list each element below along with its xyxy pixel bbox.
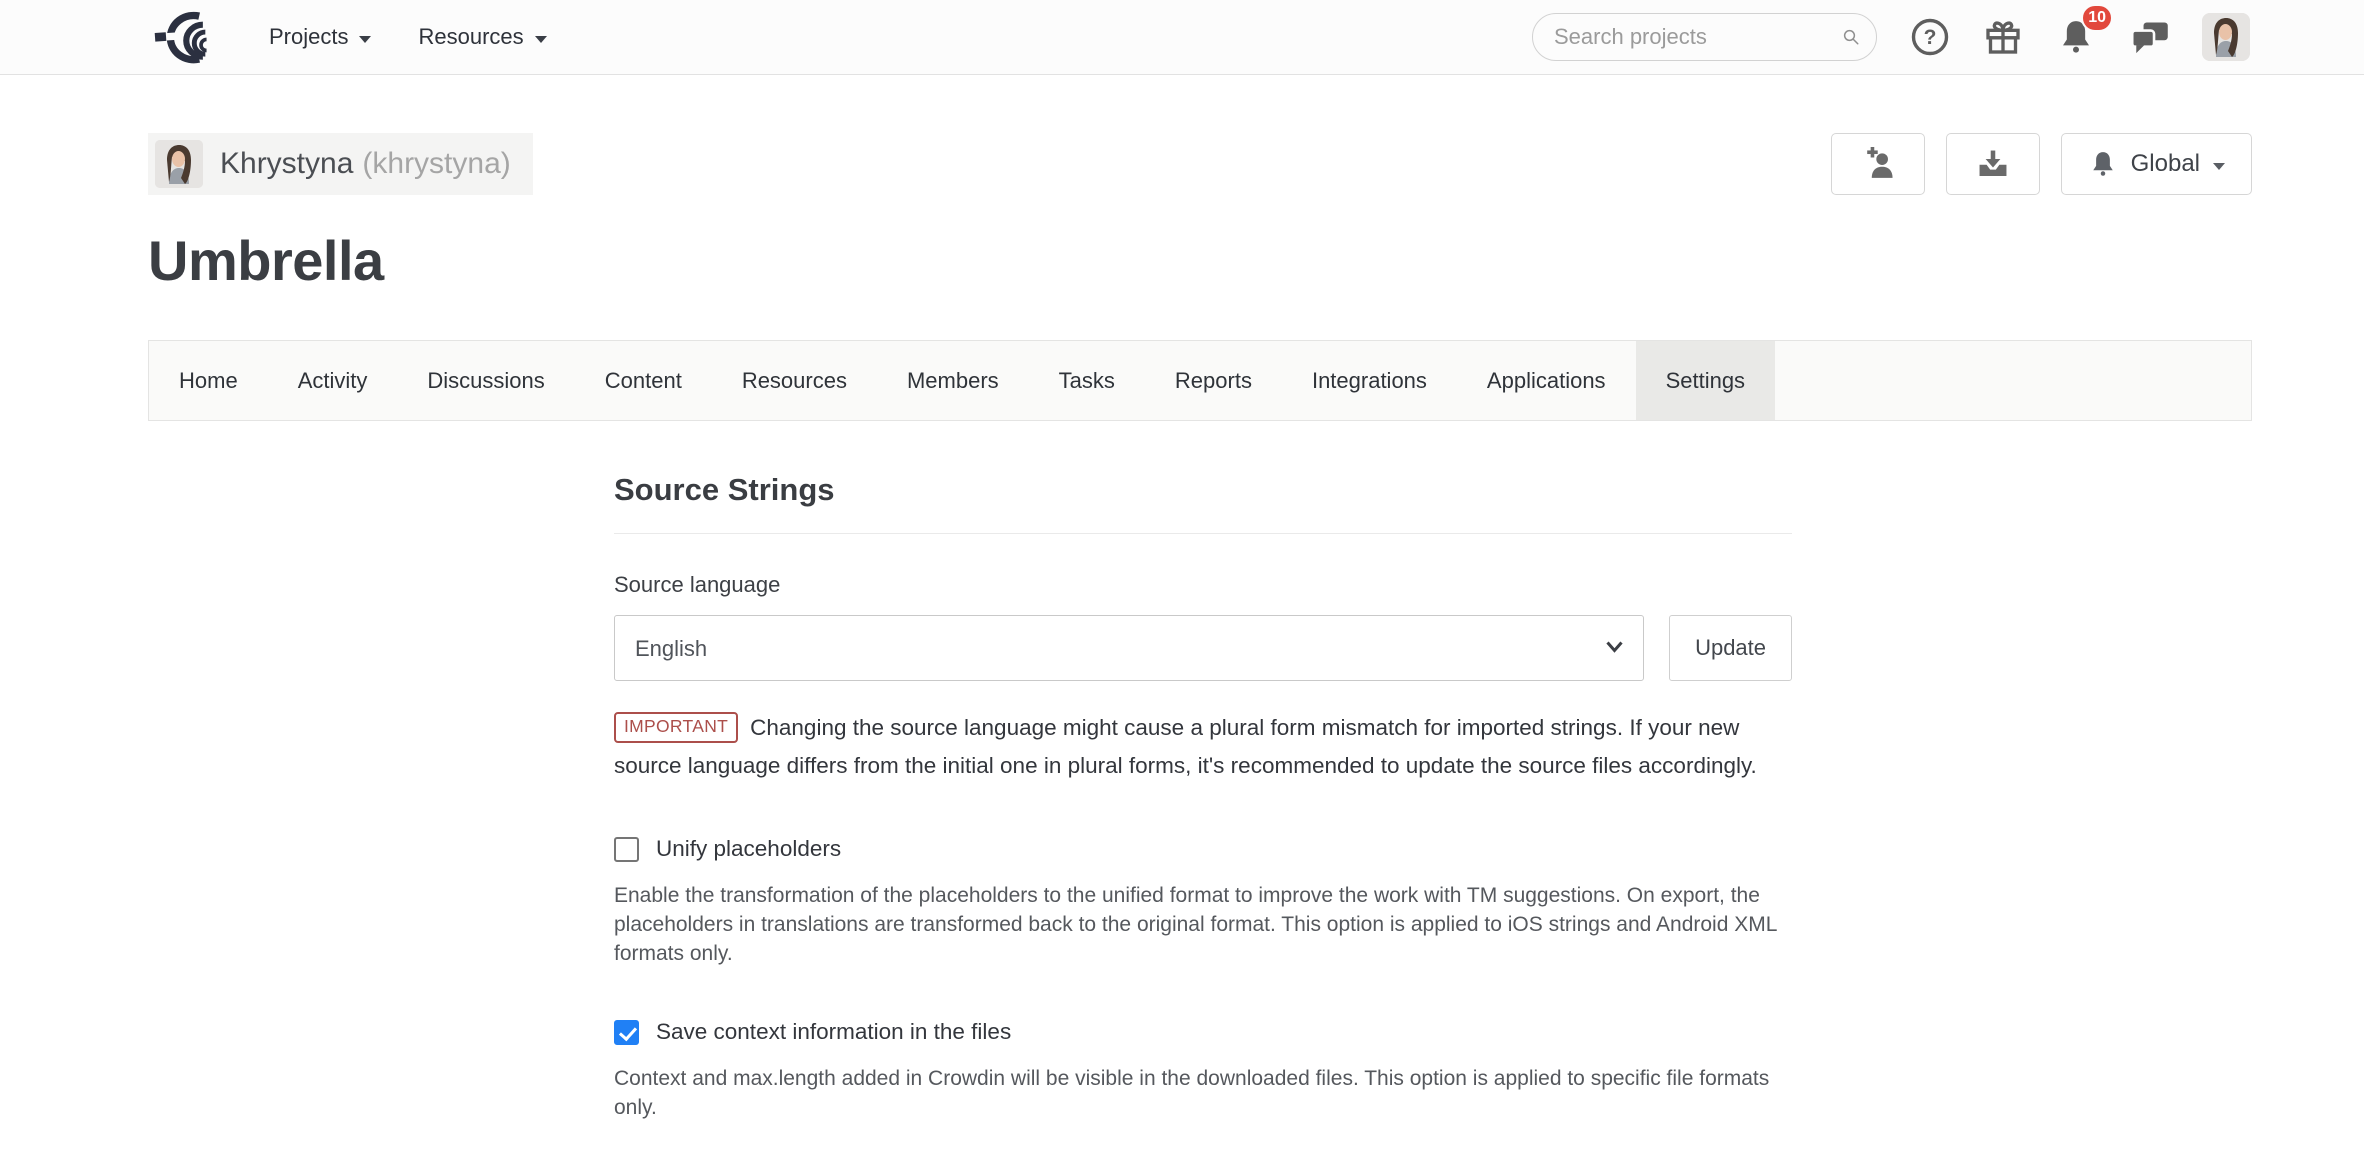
user-avatar-image <box>2202 13 2250 61</box>
owner-avatar <box>155 140 203 188</box>
page-container <box>0 133 2364 1122</box>
svg-text:?: ? <box>1923 26 1937 49</box>
help-icon <box>1910 17 1950 57</box>
unify-placeholders-description: Enable the transformation of the placeholders to the unified format to improve the work with TM suggestions. On export, the placeholders in translations are transformed back to the original format. This option is applied to iOS strings and Android XML formats only. <box>614 884 1777 965</box>
bell-icon <box>2088 149 2118 179</box>
notifications-button[interactable] <box>2056 9 2106 57</box>
global-button-label: Global <box>2130 150 2200 177</box>
page-title: Umbrella <box>148 229 384 292</box>
tab-discussions[interactable]: Discussions <box>427 368 545 393</box>
tab-resources[interactable]: Resources <box>741 368 847 393</box>
chevron-down-icon <box>535 36 547 43</box>
unify-placeholders-row[interactable] <box>614 836 1792 862</box>
save-context-checkbox[interactable] <box>614 1020 639 1045</box>
source-language-label: Source language <box>614 572 781 597</box>
project-actions <box>1831 133 2252 195</box>
update-button[interactable]: Update <box>1669 615 1792 681</box>
tab-members[interactable]: Members <box>906 368 999 393</box>
project-owner-chip[interactable] <box>148 133 533 195</box>
download-icon <box>1975 147 2011 181</box>
download-button[interactable] <box>1946 133 2040 195</box>
important-text: Changing the source language might cause a plural form mismatch for imported strings. If your new source language differs from the initial one in plural forms, it's recommended to update the source files accordingly. <box>614 715 1757 778</box>
unify-placeholders-checkbox[interactable] <box>614 837 639 862</box>
search-icon[interactable] <box>1842 24 1860 50</box>
crowdin-logo[interactable] <box>150 10 214 64</box>
project-search[interactable] <box>1532 13 1877 61</box>
chevron-down-icon <box>2213 163 2225 170</box>
save-context-row[interactable] <box>614 1019 1792 1045</box>
source-language-select[interactable] <box>614 615 1644 681</box>
search-input[interactable] <box>1554 24 1842 50</box>
source-language-row <box>614 615 1792 681</box>
gift-button[interactable] <box>1983 17 2023 57</box>
save-context-description: Context and max.length added in Crowdin will be visible in the downloaded files. This option is applied to specific file formats only. <box>614 1067 1770 1119</box>
option-unify-placeholders <box>614 836 1792 968</box>
add-user-icon <box>1860 147 1896 181</box>
tab-activity[interactable]: Activity <box>297 368 368 393</box>
gift-icon <box>1983 17 2023 57</box>
tab-home[interactable]: Home <box>179 368 238 393</box>
source-language-select-wrap <box>614 615 1644 681</box>
messages-button[interactable] <box>2129 17 2171 57</box>
tab-integrations[interactable]: Integrations <box>1311 368 1427 393</box>
tab-applications[interactable]: Applications <box>1486 368 1606 393</box>
important-note <box>614 709 1792 785</box>
option-save-context <box>614 1019 1792 1122</box>
nav-projects-menu[interactable] <box>269 24 371 50</box>
nav-resources-label: Resources <box>418 24 524 49</box>
settings-content <box>614 472 1792 1122</box>
notification-count-badge: 10 <box>2081 4 2113 32</box>
save-context-label: Save context information in the files <box>656 1019 1012 1044</box>
global-notifications-button[interactable] <box>2061 133 2252 195</box>
nav-resources-menu[interactable] <box>418 24 546 50</box>
top-navbar <box>0 0 2364 75</box>
chat-icon <box>2129 17 2171 57</box>
invite-people-button[interactable] <box>1831 133 1925 195</box>
chevron-down-icon <box>359 36 371 43</box>
unify-placeholders-label: Unify placeholders <box>656 836 842 861</box>
nav-projects-label: Projects <box>269 24 349 49</box>
important-badge: IMPORTANT <box>614 712 738 743</box>
tab-content[interactable]: Content <box>604 368 682 393</box>
owner-username: (khrystyna) <box>362 147 511 180</box>
user-avatar[interactable] <box>2202 13 2250 61</box>
help-button[interactable] <box>1910 17 1950 57</box>
owner-name: Khrystyna <box>220 147 354 180</box>
project-header-row <box>148 133 2252 195</box>
tab-reports[interactable]: Reports <box>1174 368 1252 393</box>
section-title: Source Strings <box>614 472 1792 534</box>
tab-settings[interactable]: Settings <box>1636 341 1776 420</box>
project-tabs <box>148 340 2252 421</box>
tab-tasks[interactable]: Tasks <box>1058 368 1115 393</box>
